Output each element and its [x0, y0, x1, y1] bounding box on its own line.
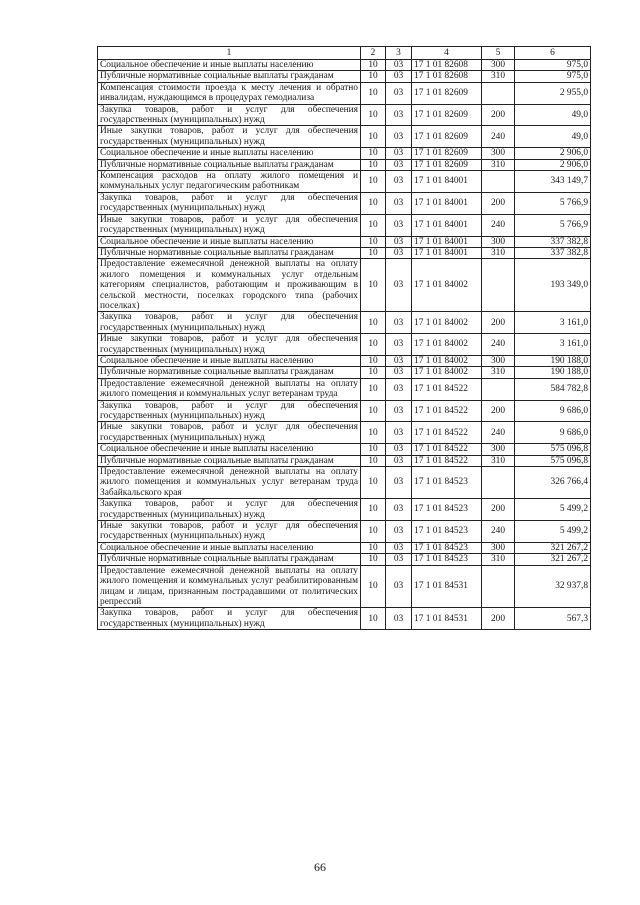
target-article-cell: 17 1 01 84002 — [412, 355, 482, 366]
table-row — [98, 499, 591, 521]
amount-cell: 2 906,0 — [515, 159, 591, 170]
target-article-cell: 17 1 01 82609 — [412, 159, 482, 170]
table-row — [98, 367, 591, 378]
target-article-cell: 17 1 01 84523 — [412, 521, 482, 543]
section-code-cell: 10 — [361, 192, 386, 214]
target-article-cell: 17 1 01 84522 — [412, 444, 482, 455]
target-article-cell: 17 1 01 84523 — [412, 542, 482, 553]
expense-name-cell: Закупка товаров, работ и услуг для обеспечения государственных (муниципальных) нужд — [98, 400, 361, 422]
table-row — [98, 378, 591, 400]
amount-cell: 5 766,9 — [515, 192, 591, 214]
expense-type-cell: 200 — [482, 312, 515, 334]
expense-name-cell: Компенсация расходов на оплату жилого помещения и коммунальных услуг педагогическим работникам — [98, 171, 361, 193]
table-row — [98, 400, 591, 422]
header-cell: 6 — [515, 47, 591, 60]
section-code-cell: 10 — [361, 608, 386, 630]
expense-name-cell: Социальное обеспечение и иные выплаты населению — [98, 444, 361, 455]
expense-name-cell: Иные закупки товаров, работ и услуг для обеспечения государственных (муниципальных) нужд — [98, 334, 361, 356]
table-row — [98, 455, 591, 466]
section-code-cell: 10 — [361, 444, 386, 455]
amount-cell: 575 096,8 — [515, 444, 591, 455]
section-code-cell: 10 — [361, 159, 386, 170]
expense-name-cell: Иные закупки товаров, работ и услуг для обеспечения государственных (муниципальных) нужд — [98, 214, 361, 236]
section-code-cell: 10 — [361, 499, 386, 521]
subsection-code-cell: 03 — [386, 499, 412, 521]
expense-type-cell — [482, 565, 515, 608]
section-code-cell: 10 — [361, 367, 386, 378]
table-row — [98, 71, 591, 82]
amount-cell: 49,0 — [515, 104, 591, 126]
section-code-cell: 10 — [361, 422, 386, 444]
expense-type-cell: 200 — [482, 400, 515, 422]
subsection-code-cell: 03 — [386, 444, 412, 455]
amount-cell: 2 955,0 — [515, 82, 591, 104]
amount-cell: 575 096,8 — [515, 455, 591, 466]
expense-name-cell: Предоставление ежемесячной денежной выплаты на оплату жилого помещения и коммунальных услуг реабилитированным лицам и лицам, признанным пострадавшими от политических репрессий — [98, 565, 361, 608]
amount-cell: 193 349,0 — [515, 259, 591, 312]
target-article-cell: 17 1 01 84522 — [412, 400, 482, 422]
section-code-cell: 10 — [361, 400, 386, 422]
expense-name-cell: Социальное обеспечение и иные выплаты населению — [98, 60, 361, 71]
expense-type-cell: 200 — [482, 104, 515, 126]
subsection-code-cell: 03 — [386, 467, 412, 499]
target-article-cell: 17 1 01 84001 — [412, 236, 482, 247]
subsection-code-cell: 03 — [386, 171, 412, 193]
section-code-cell: 10 — [361, 521, 386, 543]
expense-type-cell: 300 — [482, 148, 515, 159]
table-row — [98, 444, 591, 455]
table-row — [98, 60, 591, 71]
expense-type-cell: 300 — [482, 60, 515, 71]
subsection-code-cell: 03 — [386, 148, 412, 159]
amount-cell: 3 161,0 — [515, 334, 591, 356]
page-number: 66 — [314, 860, 326, 874]
expense-name-cell: Закупка товаров, работ и услуг для обеспечения государственных (муниципальных) нужд — [98, 312, 361, 334]
amount-cell: 190 188,0 — [515, 367, 591, 378]
expense-name-cell: Закупка товаров, работ и услуг для обеспечения государственных (муниципальных) нужд — [98, 608, 361, 630]
amount-cell: 9 686,0 — [515, 422, 591, 444]
target-article-cell: 17 1 01 84001 — [412, 214, 482, 236]
section-code-cell: 10 — [361, 565, 386, 608]
table-row — [98, 159, 591, 170]
section-code-cell: 10 — [361, 82, 386, 104]
expense-name-cell: Публичные нормативные социальные выплаты гражданам — [98, 159, 361, 170]
subsection-code-cell: 03 — [386, 367, 412, 378]
target-article-cell: 17 1 01 84523 — [412, 554, 482, 565]
expense-type-cell: 310 — [482, 367, 515, 378]
target-article-cell: 17 1 01 84001 — [412, 192, 482, 214]
amount-cell: 567,3 — [515, 608, 591, 630]
subsection-code-cell: 03 — [386, 542, 412, 553]
expense-type-cell — [482, 378, 515, 400]
expense-type-cell: 200 — [482, 192, 515, 214]
amount-cell: 321 267,2 — [515, 554, 591, 565]
target-article-cell: 17 1 01 84523 — [412, 467, 482, 499]
subsection-code-cell: 03 — [386, 455, 412, 466]
header-cell: 5 — [482, 47, 515, 60]
expense-name-cell: Предоставление ежемесячной денежной выплаты на оплату жилого помещения и коммунальных услуг отдельным категориям специалистов, работающим и проживающим в сельской местности, поселках городского типа (рабочих поселках) — [98, 259, 361, 312]
expense-type-cell: 200 — [482, 608, 515, 630]
table-row — [98, 334, 591, 356]
subsection-code-cell: 03 — [386, 236, 412, 247]
expense-name-cell: Публичные нормативные социальные выплаты гражданам — [98, 367, 361, 378]
target-article-cell: 17 1 01 84002 — [412, 367, 482, 378]
expense-type-cell: 310 — [482, 247, 515, 258]
expense-type-cell: 300 — [482, 236, 515, 247]
expense-name-cell: Социальное обеспечение и иные выплаты населению — [98, 542, 361, 553]
expense-name-cell: Социальное обеспечение и иные выплаты населению — [98, 148, 361, 159]
subsection-code-cell: 03 — [386, 554, 412, 565]
expense-type-cell: 310 — [482, 455, 515, 466]
amount-cell: 2 906,0 — [515, 148, 591, 159]
expense-type-cell — [482, 259, 515, 312]
header-row — [98, 47, 591, 60]
expense-type-cell: 240 — [482, 214, 515, 236]
table-row — [98, 521, 591, 543]
expense-type-cell — [482, 171, 515, 193]
target-article-cell: 17 1 01 84522 — [412, 378, 482, 400]
subsection-code-cell: 03 — [386, 104, 412, 126]
budget-table-sheet — [97, 46, 590, 630]
section-code-cell: 10 — [361, 259, 386, 312]
target-article-cell: 17 1 01 82609 — [412, 82, 482, 104]
target-article-cell: 17 1 01 82609 — [412, 148, 482, 159]
expense-type-cell: 310 — [482, 554, 515, 565]
expense-name-cell: Публичные нормативные социальные выплаты гражданам — [98, 455, 361, 466]
expense-type-cell: 240 — [482, 422, 515, 444]
target-article-cell: 17 1 01 84522 — [412, 455, 482, 466]
expense-type-cell: 200 — [482, 499, 515, 521]
subsection-code-cell: 03 — [386, 378, 412, 400]
section-code-cell: 10 — [361, 467, 386, 499]
amount-cell: 337 382,8 — [515, 247, 591, 258]
section-code-cell: 10 — [361, 355, 386, 366]
expense-name-cell: Предоставление ежемесячной денежной выплаты на оплату жилого помещения и коммунальных услуг ветеранам труда Забайкальского края — [98, 467, 361, 499]
table-row — [98, 247, 591, 258]
section-code-cell: 10 — [361, 171, 386, 193]
target-article-cell: 17 1 01 84001 — [412, 171, 482, 193]
subsection-code-cell: 03 — [386, 608, 412, 630]
table-row — [98, 104, 591, 126]
subsection-code-cell: 03 — [386, 82, 412, 104]
amount-cell: 9 686,0 — [515, 400, 591, 422]
table-row — [98, 608, 591, 630]
table-row — [98, 126, 591, 148]
table-row — [98, 259, 591, 312]
amount-cell: 32 937,8 — [515, 565, 591, 608]
table-row — [98, 554, 591, 565]
header-cell: 2 — [361, 47, 386, 60]
target-article-cell: 17 1 01 84002 — [412, 312, 482, 334]
target-article-cell: 17 1 01 84531 — [412, 565, 482, 608]
subsection-code-cell: 03 — [386, 521, 412, 543]
amount-cell: 326 766,4 — [515, 467, 591, 499]
subsection-code-cell: 03 — [386, 71, 412, 82]
expense-type-cell: 310 — [482, 159, 515, 170]
target-article-cell: 17 1 01 84001 — [412, 247, 482, 258]
expense-name-cell: Публичные нормативные социальные выплаты гражданам — [98, 71, 361, 82]
expense-type-cell: 310 — [482, 71, 515, 82]
amount-cell: 975,0 — [515, 71, 591, 82]
target-article-cell: 17 1 01 82609 — [412, 104, 482, 126]
expense-name-cell: Публичные нормативные социальные выплаты гражданам — [98, 247, 361, 258]
expense-name-cell: Иные закупки товаров, работ и услуг для обеспечения государственных (муниципальных) нужд — [98, 126, 361, 148]
section-code-cell: 10 — [361, 247, 386, 258]
subsection-code-cell: 03 — [386, 259, 412, 312]
expense-type-cell: 240 — [482, 521, 515, 543]
table-row — [98, 355, 591, 366]
subsection-code-cell: 03 — [386, 126, 412, 148]
subsection-code-cell: 03 — [386, 355, 412, 366]
expense-type-cell — [482, 467, 515, 499]
subsection-code-cell: 03 — [386, 400, 412, 422]
expense-name-cell: Закупка товаров, работ и услуг для обеспечения государственных (муниципальных) нужд — [98, 192, 361, 214]
target-article-cell: 17 1 01 84002 — [412, 334, 482, 356]
target-article-cell: 17 1 01 84522 — [412, 422, 482, 444]
subsection-code-cell: 03 — [386, 422, 412, 444]
header-cell: 3 — [386, 47, 412, 60]
subsection-code-cell: 03 — [386, 312, 412, 334]
expense-name-cell: Предоставление ежемесячной денежной выплаты на оплату жилого помещения и коммунальных услуг ветеранам труда — [98, 378, 361, 400]
expense-name-cell: Закупка товаров, работ и услуг для обеспечения государственных (муниципальных) нужд — [98, 499, 361, 521]
section-code-cell: 10 — [361, 214, 386, 236]
subsection-code-cell: 03 — [386, 334, 412, 356]
amount-cell: 975,0 — [515, 60, 591, 71]
subsection-code-cell: 03 — [386, 214, 412, 236]
table-row — [98, 82, 591, 104]
section-code-cell: 10 — [361, 554, 386, 565]
expense-name-cell: Компенсация стоимости проезда к месту лечения и обратно инвалидам, нуждающимся в процедурах гемодиализа — [98, 82, 361, 104]
expense-type-cell: 240 — [482, 126, 515, 148]
amount-cell: 3 161,0 — [515, 312, 591, 334]
table-row — [98, 467, 591, 499]
amount-cell: 584 782,8 — [515, 378, 591, 400]
budget-table — [97, 46, 591, 630]
expense-type-cell: 300 — [482, 355, 515, 366]
table-row — [98, 422, 591, 444]
section-code-cell: 10 — [361, 378, 386, 400]
table-row — [98, 236, 591, 247]
target-article-cell: 17 1 01 84523 — [412, 499, 482, 521]
header-cell: 4 — [412, 47, 482, 60]
section-code-cell: 10 — [361, 126, 386, 148]
table-row — [98, 148, 591, 159]
amount-cell: 337 382,8 — [515, 236, 591, 247]
section-code-cell: 10 — [361, 148, 386, 159]
expense-name-cell: Социальное обеспечение и иные выплаты населению — [98, 236, 361, 247]
expense-name-cell: Закупка товаров, работ и услуг для обеспечения государственных (муниципальных) нужд — [98, 104, 361, 126]
expense-name-cell: Социальное обеспечение и иные выплаты населению — [98, 355, 361, 366]
target-article-cell: 17 1 01 82608 — [412, 60, 482, 71]
table-row — [98, 565, 591, 608]
target-article-cell: 17 1 01 82609 — [412, 126, 482, 148]
subsection-code-cell: 03 — [386, 192, 412, 214]
amount-cell: 321 267,2 — [515, 542, 591, 553]
subsection-code-cell: 03 — [386, 565, 412, 608]
section-code-cell: 10 — [361, 236, 386, 247]
amount-cell: 5 499,2 — [515, 499, 591, 521]
subsection-code-cell: 03 — [386, 247, 412, 258]
target-article-cell: 17 1 01 84531 — [412, 608, 482, 630]
section-code-cell: 10 — [361, 334, 386, 356]
expense-name-cell: Публичные нормативные социальные выплаты гражданам — [98, 554, 361, 565]
expense-type-cell: 300 — [482, 542, 515, 553]
table-row — [98, 171, 591, 193]
section-code-cell: 10 — [361, 104, 386, 126]
amount-cell: 5 766,9 — [515, 214, 591, 236]
table-row — [98, 214, 591, 236]
header-cell: 1 — [98, 47, 361, 60]
section-code-cell: 10 — [361, 542, 386, 553]
section-code-cell: 10 — [361, 60, 386, 71]
expense-type-cell: 300 — [482, 444, 515, 455]
target-article-cell: 17 1 01 82608 — [412, 71, 482, 82]
table-row — [98, 542, 591, 553]
amount-cell: 49,0 — [515, 126, 591, 148]
expense-name-cell: Иные закупки товаров, работ и услуг для обеспечения государственных (муниципальных) нужд — [98, 422, 361, 444]
section-code-cell: 10 — [361, 312, 386, 334]
subsection-code-cell: 03 — [386, 159, 412, 170]
amount-cell: 190 188,0 — [515, 355, 591, 366]
amount-cell: 343 149,7 — [515, 171, 591, 193]
expense-name-cell: Иные закупки товаров, работ и услуг для обеспечения государственных (муниципальных) нужд — [98, 521, 361, 543]
subsection-code-cell: 03 — [386, 60, 412, 71]
expense-type-cell: 240 — [482, 334, 515, 356]
expense-type-cell — [482, 82, 515, 104]
table-row — [98, 312, 591, 334]
section-code-cell: 10 — [361, 455, 386, 466]
target-article-cell: 17 1 01 84002 — [412, 259, 482, 312]
amount-cell: 5 499,2 — [515, 521, 591, 543]
section-code-cell: 10 — [361, 71, 386, 82]
table-row — [98, 192, 591, 214]
